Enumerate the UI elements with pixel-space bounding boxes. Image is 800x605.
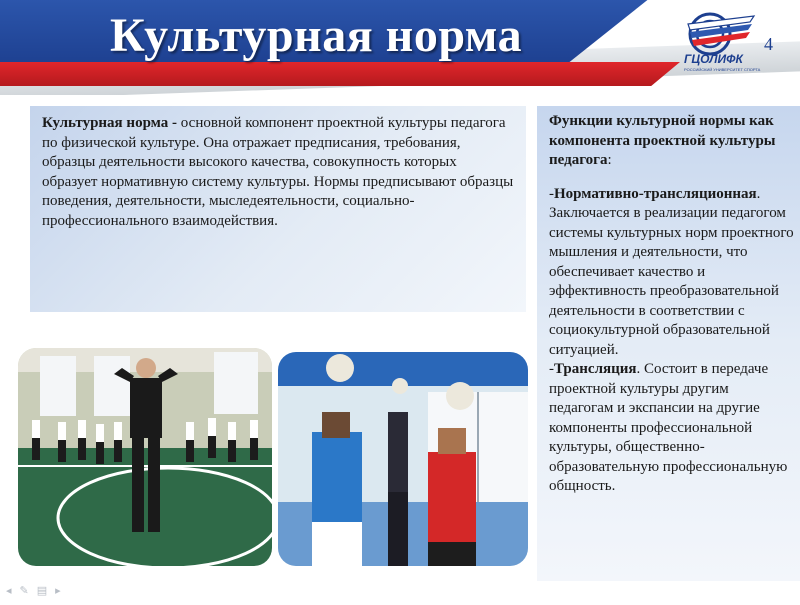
- definition-box: [30, 106, 526, 312]
- gym-class-photo: [18, 348, 272, 566]
- functions-heading-suffix: :: [607, 152, 612, 168]
- function-item-text: . Состоит в передаче проектной культуры другим педагогам и экспансии на другие компоненты профессиональной культуры, общественно-образовательную профессиональную общность.: [549, 361, 788, 494]
- slide-navigation: [6, 584, 61, 597]
- function-item-term: Нормативно-трансляционная: [554, 185, 757, 202]
- ball-exercise-photo: [278, 352, 528, 566]
- arrow-right-icon[interactable]: ▸: [55, 584, 61, 597]
- logo-subtitle: РОССИЙСКИЙ УНИВЕРСИТЕТ СПОРТА: [684, 67, 761, 72]
- function-item-normative: [549, 185, 796, 361]
- function-item-prefix: -: [549, 185, 554, 202]
- functions-box: [537, 106, 800, 581]
- definition-text: основной компонент проектной культуры педагога по физической культуре. Она отражает предписания, требования, образцы деятельности высокого качества, совокупность которых образует нормативную систему культуры. Нормы предписывают образцы поведения, деятельности, мыследеятельности, социально-профессионального взаимодействия.: [42, 115, 514, 229]
- page-number: 4: [764, 34, 773, 54]
- logo-text: ГЦОЛИФК: [684, 52, 743, 66]
- pen-icon[interactable]: ✎: [19, 584, 29, 597]
- arrow-left-icon[interactable]: ◂: [6, 584, 12, 597]
- function-item-prefix: -: [549, 361, 554, 377]
- function-item-translation: [549, 360, 796, 497]
- slide-title: Культурная норма: [110, 9, 523, 62]
- functions-heading: Функции культурной нормы как компонента проектной культуры педагога: [549, 113, 776, 168]
- menu-icon[interactable]: ▤: [36, 584, 48, 597]
- header-red-band: [0, 62, 680, 86]
- definition-term: Культурная норма -: [42, 115, 178, 131]
- function-item-text: . Заключается в реализации педагогом системы культурных норм проектного мышления и деятельности, что обеспечивает качество и эффективность преобразовательной деятельности в соответствии с социокультурной образовательной ситуацией.: [549, 185, 794, 358]
- function-item-term: Трансляция: [554, 361, 637, 377]
